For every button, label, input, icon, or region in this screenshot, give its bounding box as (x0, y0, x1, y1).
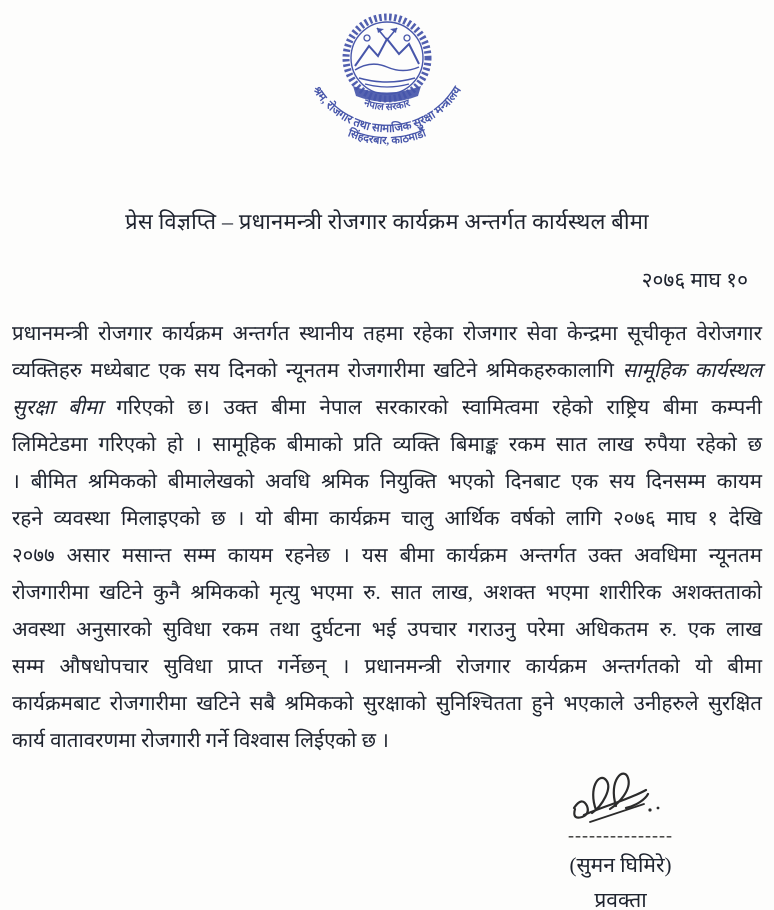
stamp-ministry-text: श्रम, रोजगार तथा सामाजिक सुरक्षा मन्त्रालय (310, 84, 464, 136)
press-release-title: प्रेस विज्ञप्ति – प्रधानमन्त्री रोजगार कार्यक्रम अन्तर्गत कार्यस्थल बीमा (125, 209, 649, 234)
body-line: । बीमित श्रमिकको बीमालेखको अवधि श्रमिक नियुक्ति भएको दिनबाट एक सय दिनसम्म कायम (12, 471, 762, 493)
body-line: रहने व्यवस्था मिलाइएको छ । यो बीमा कार्यक्रम चालु आर्थिक वर्षको लागि २०७६ माघ १ देखि (12, 508, 762, 530)
signatory-title: प्रवक्ता (594, 888, 647, 910)
nepal-coat-of-arms-icon (281, 8, 493, 160)
signature-scribble-icon (566, 770, 676, 828)
stamp-government-text: नेपाल सरकार (362, 97, 412, 114)
signatory-name: (सुमन घिमिरे) (569, 853, 672, 877)
body-line: प्रधानमन्त्री रोजगार कार्यक्रम अन्तर्गत स्थानीय तहमा रहेका रोजगार सेवा केन्द्रमा सूचीकृत वेरोजगार (12, 323, 762, 345)
body-paragraph (12, 316, 762, 760)
ministry-stamp (281, 8, 493, 160)
body-line: २०७७ असार मसान्त सम्म कायम रहनेछ । यस बीमा कार्यक्रम अन्तर्गत उक्त अवधिमा न्यूनतम (12, 545, 762, 567)
body-line: सम्म औषधोपचार सुविधा प्राप्त गर्नेछन् । प्रधानमन्त्री रोजगार कार्यक्रम अन्तर्गतको यो बीमा (12, 656, 763, 678)
stamp-location-text: सिंहदरबार, काठमाडौं (346, 127, 428, 148)
body-line: कार्य वातावरणमा रोजगारी गर्ने विश्वास लिईएको छ । (12, 730, 389, 752)
date-line: २०७६ माघ १० (641, 268, 748, 292)
body-line: लिमिटेडमा गरिएको हो । सामूहिक बीमाको प्रति व्यक्ति बिमाङ्क रकम सात लाख रुपैया रहेको छ (12, 434, 762, 456)
body-line: अवस्था अनुसारको सुविधा रकम तथा दुर्घटना भई उपचार गराउनु परेमा अधिकतम रु. एक लाख (12, 619, 762, 641)
body-line: रोजगारीमा खटिने कुनै श्रमिकको मृत्यु भएमा रु. सात लाख, अशक्त भएमा शारीरिक अशक्तताको (12, 582, 762, 604)
body-line: सुरक्षा बीमा गरिएको छ। उक्त बीमा नेपाल सरकारको स्वामित्वमा रहेको राष्ट्रिय बीमा कम्पनी (12, 397, 762, 419)
signature-block (548, 770, 693, 910)
body-line: व्यक्तिहरु मध्येबाट एक सय दिनको न्यूनतम रोजगारीमा खटिने श्रमिकहरुकालागि सामूहिक कार्यस्थल (12, 360, 762, 382)
signature-line: --------------- (568, 825, 673, 845)
body-line: कार्यक्रमबाट रोजगारीमा खटिने सबै श्रमिकको सुरक्षाको सुनिश्चितता हुने भएकाले उनीहरुले सुरक्षित (12, 693, 762, 715)
